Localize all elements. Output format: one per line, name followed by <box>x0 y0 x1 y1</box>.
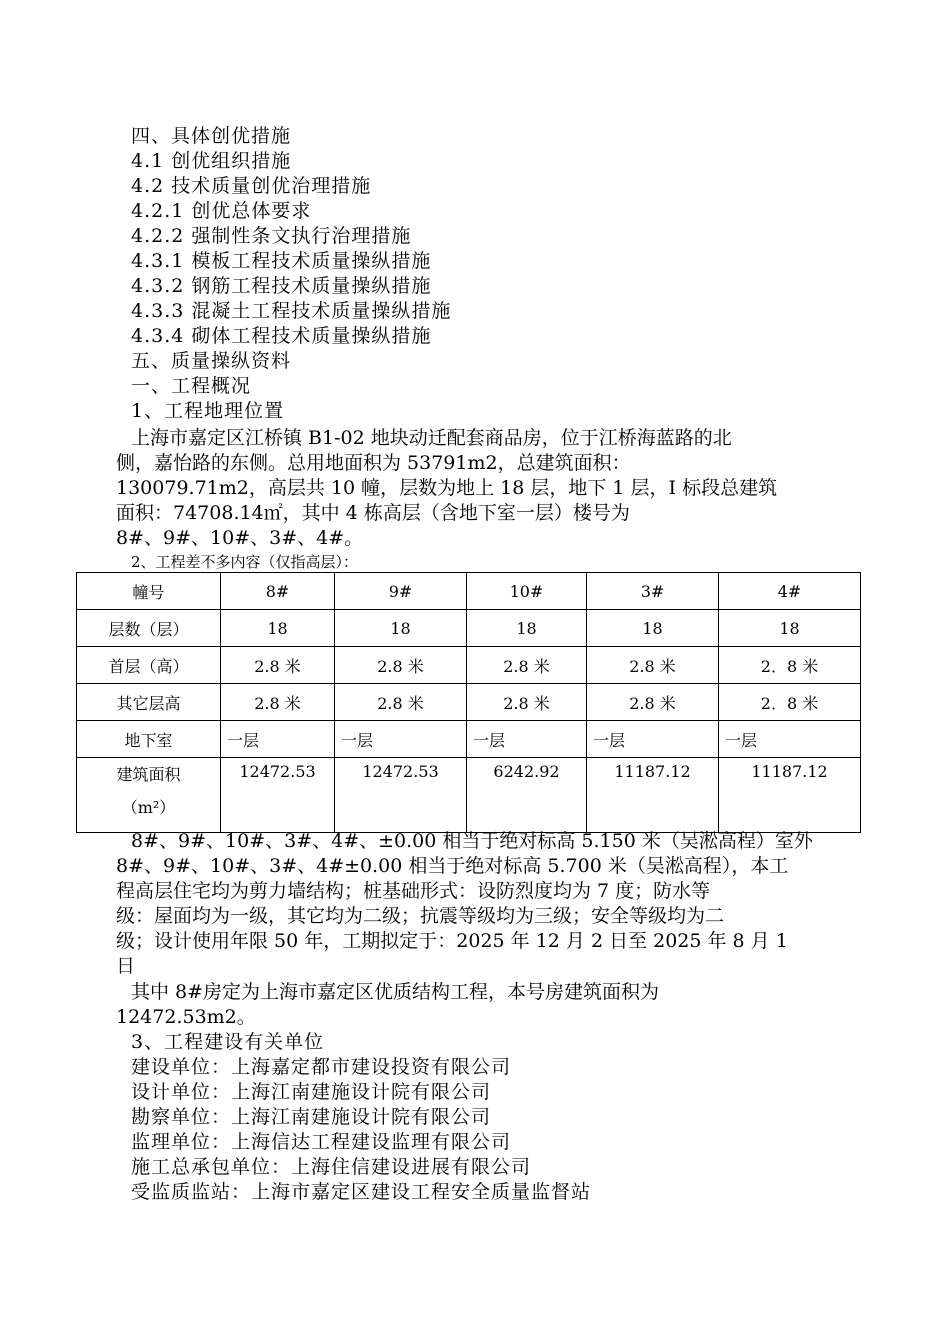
heading-units: 3、工程建设有关单位 <box>131 1031 325 1053</box>
table-cell: 18 <box>221 610 335 647</box>
table-cell: 12472.53 <box>335 758 467 833</box>
toc-item: 4.3.4 砌体工程技术质量操纵措施 <box>131 325 432 347</box>
table-cell: 2.8 米 <box>587 647 719 684</box>
table-header-row <box>77 573 861 610</box>
table-cell: 11187.12 <box>587 758 719 833</box>
table-header-cell: 10# <box>467 573 587 610</box>
location-paragraph-line: 8#、9#、10#、3#、4#。 <box>116 527 364 549</box>
table-cell-area-label <box>77 758 221 833</box>
table-cell: 其它层高 <box>77 684 221 721</box>
elevation-paragraph-line: 8#、9#、10#、3#、4#、±0.00 相当于绝对标高 5.150 米（吴淞高程）室外 <box>131 830 813 852</box>
table-cell: 首层（高） <box>77 647 221 684</box>
unit-line: 施工总承包单位：上海住信建设进展有限公司 <box>131 1156 532 1178</box>
table-cell: 2.8 米 <box>335 684 467 721</box>
table-cell: 一层 <box>467 721 587 758</box>
table-header-cell: 3# <box>587 573 719 610</box>
table-row <box>77 610 861 647</box>
elevation-paragraph-line: 程高层住宅均为剪力墙结构；桩基础形式：设防烈度均为 7 度；防水等 <box>116 880 711 902</box>
table-cell: 2.8 米 <box>467 647 587 684</box>
toc-item: 4.3.2 钢筋工程技术质量操纵措施 <box>131 275 432 297</box>
table-row <box>77 721 861 758</box>
quality-paragraph-line: 其中 8#房定为上海市嘉定区优质结构工程，本号房建筑面积为 <box>131 981 660 1003</box>
toc-item: 4.3.3 混凝土工程技术质量操纵措施 <box>131 300 452 322</box>
elevation-paragraph-line: 8#、9#、10#、3#、4#±0.00 相当于绝对标高 5.700 米（吴淞高程），本工 <box>116 855 789 877</box>
table-header-cell: 8# <box>221 573 335 610</box>
heading-section-4: 四、具体创优措施 <box>131 125 292 147</box>
table-cell: 18 <box>719 610 861 647</box>
table-cell: 一层 <box>221 721 335 758</box>
table-cell: 18 <box>467 610 587 647</box>
toc-item: 4.2.2 强制性条文执行治理措施 <box>131 225 412 247</box>
location-paragraph-line: 上海市嘉定区江桥镇 B1-02 地块动迁配套商品房，位于江桥海蓝路的北 <box>131 427 732 449</box>
quality-paragraph-line: 12472.53m2。 <box>116 1006 256 1028</box>
table-row <box>77 647 861 684</box>
table-cell: 2.8 米 <box>221 647 335 684</box>
toc-item: 4.1 创优组织措施 <box>131 150 292 172</box>
table-row-area <box>77 758 861 833</box>
heading-location: 1、工程地理位置 <box>131 400 285 422</box>
table-cell: 12472.53 <box>221 758 335 833</box>
table-cell: 2．8 米 <box>719 647 861 684</box>
table-cell: 18 <box>587 610 719 647</box>
unit-line: 监理单位：上海信达工程建设监理有限公司 <box>131 1131 512 1153</box>
toc-item: 4.2 技术质量创优治理措施 <box>131 175 372 197</box>
area-label: 建筑面积 <box>116 765 181 784</box>
heading-section-5: 五、质量操纵资料 <box>131 350 292 372</box>
table-cell: 地下室 <box>77 721 221 758</box>
building-spec-table <box>76 572 861 833</box>
table-cell: 2.8 米 <box>467 684 587 721</box>
toc-item: 4.3.1 模板工程技术质量操纵措施 <box>131 250 432 272</box>
table-cell: 2.8 米 <box>335 647 467 684</box>
unit-line: 勘察单位：上海江南建施设计院有限公司 <box>131 1106 492 1128</box>
elevation-paragraph-line: 级；设计使用年限 50 年，工期拟定于：2025 年 12 月 2 日至 2025 年 8 月 1 <box>116 930 788 952</box>
table-cell: 11187.12 <box>719 758 861 833</box>
table-cell: 一层 <box>719 721 861 758</box>
table-header-cell: 9# <box>335 573 467 610</box>
table-header-cell: 幢号 <box>77 573 221 610</box>
table-cell: 2.8 米 <box>221 684 335 721</box>
unit-line: 受监质监站：上海市嘉定区建设工程安全质量监督站 <box>131 1181 592 1203</box>
table-cell: 一层 <box>335 721 467 758</box>
table-cell: 2．8 米 <box>719 684 861 721</box>
location-paragraph-line: 侧，嘉怡路的东侧。总用地面积为 53791m2，总建筑面积： <box>116 452 631 474</box>
table-header-cell: 4# <box>719 573 861 610</box>
area-unit: （m²） <box>121 798 176 817</box>
location-paragraph-line: 面积：74708.14㎡，其中 4 栋高层（含地下室一层）楼号为 <box>116 502 630 524</box>
table-caption: 2、工程差不多内容（仅指高层）： <box>131 553 359 571</box>
toc-item: 4.2.1 创优总体要求 <box>131 200 312 222</box>
unit-line: 设计单位：上海江南建施设计院有限公司 <box>131 1081 492 1103</box>
table-cell: 2.8 米 <box>587 684 719 721</box>
location-paragraph-line: 130079.71m2，高层共 10 幢，层数为地上 18 层，地下 1 层，I 标段总建筑 <box>116 477 778 499</box>
elevation-paragraph-line: 级：屋面均为一级，其它均为二级；抗震等级均为三级；安全等级均为二 <box>116 905 725 927</box>
heading-project-overview: 一、工程概况 <box>131 375 252 397</box>
elevation-paragraph-line: 日 <box>116 955 136 977</box>
table-cell: 18 <box>335 610 467 647</box>
unit-line: 建设单位：上海嘉定都市建设投资有限公司 <box>131 1056 512 1078</box>
table-cell: 6242.92 <box>467 758 587 833</box>
table-cell: 一层 <box>587 721 719 758</box>
table-row <box>77 684 861 721</box>
table-cell: 层数（层） <box>77 610 221 647</box>
